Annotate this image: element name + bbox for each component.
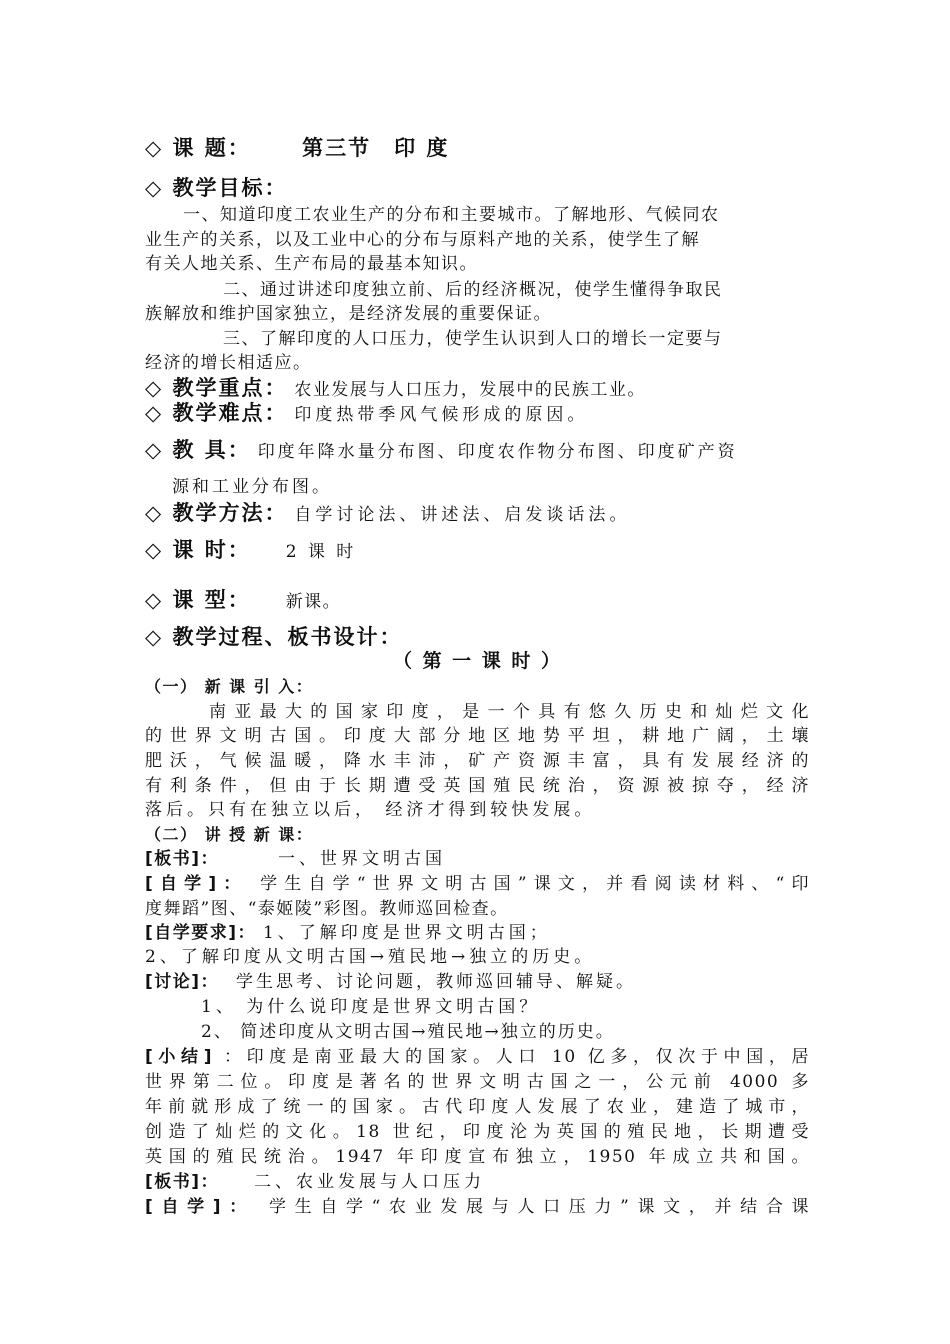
intro-line-2: 的世界文明古国。印度大部分地区地势平坦，耕地广阔，土壤 (145, 726, 810, 746)
requirements-label: [自学要求]： (145, 923, 257, 943)
goal-2-line-2: 族解放和维护国家独立，是经济发展的重要保证。 (145, 304, 552, 324)
focus-label: ◇ 教学重点： (145, 376, 288, 400)
focus-text: 农业发展与人口压力，发展中的民族工业。 (294, 380, 646, 400)
summary-label: [小结] (145, 1047, 213, 1067)
method-text: 自学讨论法、讲述法、启发谈话法。 (294, 505, 631, 525)
self-study-1-line-1 (145, 872, 810, 896)
intro-heading: （一） 新 课 引 入： (145, 677, 314, 696)
discussion-line (145, 970, 810, 994)
difficulty-text: 印度热带季风气候形成的原因。 (294, 405, 589, 425)
tools-text-2: 源和工业分布图。 (172, 477, 332, 497)
goal-1-line-3: 有关人地关系、生产布局的最基本知识。 (145, 254, 478, 274)
lesson-heading: （ 第 一 课 时 ） (392, 650, 563, 672)
focus-line (145, 376, 810, 402)
board-2-text: 二、农业发展与人口压力 (253, 1172, 485, 1192)
difficulty-line (145, 401, 810, 427)
board-1-line (145, 847, 810, 871)
summary-line-3: 年前就形成了统一的国家。古代印度人发展了农业，建造了城市， (145, 1097, 810, 1117)
tools-label: ◇ 教 具： (145, 438, 251, 462)
requirements-line-1 (145, 921, 810, 945)
goal-1-line-2: 业生产的关系，以及工业中心的分布与原料产地的关系，使学生了解 (145, 230, 700, 250)
tools-text-1: 印度年降水量分布图、印度农作物分布图、印度矿产资 (257, 442, 738, 462)
goal-1-line-1: 一、知道印度工农业生产的分布和主要城市。了解地形、气候同农 (183, 205, 720, 225)
hours-label: ◇ 课 时： (145, 538, 251, 562)
topic-label: ◇ 课 题： (145, 136, 251, 160)
requirements-line-2: 2、了解印度从文明古国→殖民地→独立的历史。 (145, 947, 596, 967)
goals-heading: ◇ 教学目标： (145, 176, 288, 200)
summary-line-1 (145, 1045, 810, 1069)
discussion-label: [讨论]： (145, 972, 220, 992)
type-label: ◇ 课 型： (145, 588, 251, 612)
type-text: 新课。 (285, 592, 342, 612)
summary-text-1: ：印度是南亚最大的国家。人口 10 亿多，仅次于中国，居 (224, 1047, 810, 1067)
topic-line (145, 136, 810, 160)
intro-line-4: 有利条件，但由于长期遭受英国殖民统治，资源被掠夺，经济 (145, 776, 810, 796)
board-1-text: 一、世界文明古国 (277, 849, 446, 869)
self-study-1-text-1: 学生自学“世界文明古国”课文，并看阅读材料、“印 (260, 874, 810, 894)
question-1: 1、 为什么说印度是世界文明古国？ (201, 997, 541, 1017)
goal-3-line-2: 经济的增长相适应。 (145, 353, 312, 373)
difficulty-label: ◇ 教学难点： (145, 401, 288, 425)
goal-2-line-1: 二、通过讲述印度独立前、后的经济概况，使学生懂得争取民 (223, 280, 723, 300)
method-line (145, 501, 810, 527)
intro-line-3: 肥沃，气候温暖，降水丰沛，矿产资源丰富，具有发展经济的 (145, 751, 810, 771)
topic-value: 第三节 印 度 (302, 136, 450, 160)
goal-3-line-1: 三、了解印度的人口压力，使学生认识到人口的增长一定要与 (223, 329, 723, 349)
question-2: 2、 简述印度从文明古国→殖民地→独立的历史。 (201, 1022, 615, 1042)
tools-line (145, 438, 810, 464)
summary-line-4: 创造了灿烂的文化。18 世纪，印度沦为英国的殖民地，长期遭受 (145, 1122, 810, 1142)
hours-line (145, 538, 810, 564)
method-label: ◇ 教学方法： (145, 501, 288, 525)
self-study-2-text: 学生自学“农业发展与人口压力”课文，并结合课 (268, 1197, 810, 1217)
board-2-label: [板书]： (145, 1172, 220, 1192)
intro-line-5: 落后。只有在独立以后， 经济才得到较快发展。 (145, 800, 596, 820)
board-1-label: [板书]： (145, 849, 220, 869)
intro-line-1: 南亚最大的国家印度，是一个具有悠久历史和灿烂文化 (209, 702, 810, 722)
summary-line-5: 英国的殖民统治。1947 年印度宣布独立，1950 年成立共和国。 (145, 1147, 810, 1167)
hours-text: 2 课 时 (285, 542, 357, 562)
type-line (145, 588, 810, 614)
summary-line-2: 世界第二位。印度是著名的世界文明古国之一，公元前 4000 多 (145, 1072, 810, 1092)
discussion-text: 学生思考、讨论问题，教师巡回辅导、解疑。 (235, 972, 636, 992)
teach-heading: （二） 讲 授 新 课： (145, 825, 314, 844)
self-study-2-line (145, 1195, 810, 1219)
self-study-2-label: [自学]： (145, 1197, 255, 1217)
board-2-line (145, 1170, 810, 1194)
self-study-1-line-2: 度舞蹈”图、“泰姬陵”彩图。教师巡回检查。 (145, 899, 509, 919)
process-heading: ◇ 教学过程、板书设计： (145, 625, 403, 649)
self-study-1-label: [自学]： (145, 874, 248, 894)
requirements-text-1: 1、了解印度是世界文明古国； (262, 923, 551, 943)
